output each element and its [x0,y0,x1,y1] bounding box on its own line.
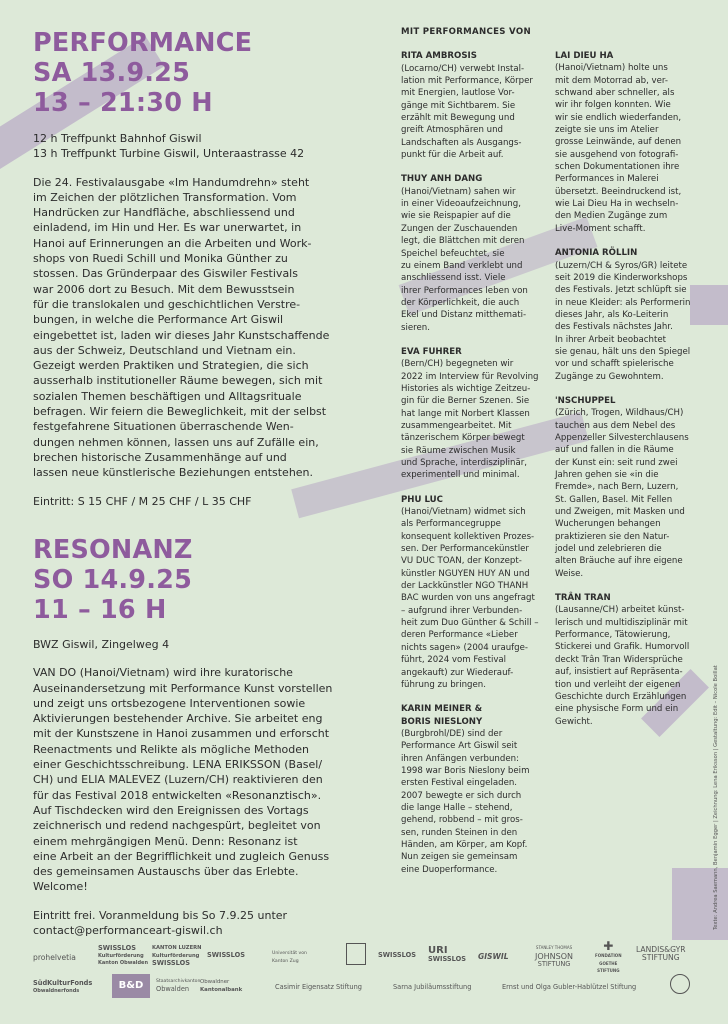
performer-bio-line: deckt Trân Tran Widersprüche [555,654,683,665]
performer-bio-line: Wucherungen behangen [555,519,661,530]
performer-bio-line: Fremde», nach Bern, Luzern, [555,482,679,493]
performer-bio-line: sie ausgehend von fotografi- [555,149,679,160]
body-line: zeichnerisch und redend nachgespürt, begleitet von [33,819,321,833]
body-line: VAN DO (Hanoi/Vietnam) wird ihre kuratorische [33,666,293,680]
performer-bio-line: (Hanoi/Vietnam) holte uns [555,63,668,74]
cultural-seal-icon [346,943,366,965]
performer-bio-line: (Hanoi/Vietnam) widmet sich [401,507,526,518]
performer-bio-line: schen Dokumentationen ihre [555,162,680,173]
logo-staatsarchiv-obwalden: Staatsarchivkanton Obwalden [156,979,201,993]
performer-bio-line: in einer Videoaufzeichnung, [401,199,521,210]
logo-goethe-stiftung: ✚ FONDATION GOETHE STIFTUNG [595,939,622,973]
performer-bio-line: Zugänge zu Gewohntem. [555,371,664,382]
body-line: lassen neue künstlerische Beziehungen entstehen. [33,466,314,480]
body-line: bungen, in welche die Performance Art Giswil [33,313,284,327]
logo-bd: B&D [112,974,150,998]
performer-bio-line: Gewicht. [555,716,593,727]
performer-entry [401,703,551,876]
performer-bio-line: eine Duoperformance. [401,864,498,875]
performer-bio-line: zeigte sie uns im Atelier [555,125,659,136]
performer-bio-line: der Lackkünstler NGO THANH [401,581,529,592]
body-line: für die translokalen und geschichtlichen Verstre- [33,297,301,311]
credits: Texte: Andrea Saemann, Benjamin Egger | Zeichnung: Lena Eriksson | Gestaltung: Edit – Nicole Boillat [713,665,719,930]
performance-body [33,175,378,481]
logo-sarna: Sarna Jubiläumsstiftung [393,983,472,991]
performer-name: LAI DIEU HA [555,51,614,61]
performer-bio-line: Jahren gehen sie «in die [555,470,659,480]
performer-bio-line: führung zu bringen. [401,679,486,690]
logo-uri: URI SWISSLOS [428,945,466,963]
body-line: Auf Tischdecken wird den Ereignissen des Vortags [33,803,309,817]
logo-obwaldner-kantonalbank: Obwaldner Kantonalbank [200,979,243,993]
performer-bio-line: hat lange mit Norbert Klassen [401,408,530,419]
performer-bio-line: seit 2019 die Kinderworkshops [555,272,688,283]
performer-bio-line: die lange Halle – stehend, [401,802,513,813]
body-line: ausserhalb institutioneller Räume bewegen, sich mit [33,374,323,388]
performer-bio-line: schwand aber schneller, als [555,88,675,99]
performer-name: RITA AMBROSIS [401,51,477,62]
performer-bio-line: Appenzeller Silvesterchlausens [555,432,689,443]
performer-bio-line: tion und verleiht der eigenen [555,679,681,690]
performer-bio-line: grosse Leinwände, auf denen [555,137,682,148]
performer-bio-line: eine physische Form und ein [555,704,679,715]
meeting-line: 12 h Treffpunkt Bahnhof Giswil [33,132,202,145]
resonanz-entry-line: Eintritt frei. Voranmeldung bis So 7.9.25 unter [33,908,288,922]
body-line: eine Arbeit an der Begrifflichkeit und zugleich Genuss [33,849,330,863]
performer-bio-line: (Lausanne/CH) arbeitet künst- [555,605,685,616]
performer-bio-line: der Kunst ein: seit rund zwei [555,457,678,468]
performer-bio-line: auf, insistiert auf Repräsenta- [555,667,683,678]
performance-date: SA 13.9.25 [33,58,191,88]
performer-bio-line: – aufgrund ihrer Verbunden- [401,605,523,616]
decor-block-2 [672,868,728,940]
performer-bio-line: des Festivals nächstes Jahr. [555,322,673,333]
performer-bio-line: sen. Der Performancekünstler [401,544,529,555]
performer-bio-line: mit Energien, lautlose Vor- [401,88,515,99]
logo-swisslos-obwalden: SWISSLOS Kulturförderung Kanton Obwalden [98,944,148,966]
performer-bio-line: Performances in Malerei [555,174,659,185]
performer-bio-line: 1998 war Boris Nieslony beim [401,765,530,776]
performer-bio-line: sen, runden Steinen in den [401,827,518,838]
performance-entry: Eintritt: S 15 CHF / M 25 CHF / L 35 CHF [33,494,252,508]
performer-bio-line: lerisch und multidisziplinär mit [555,617,688,628]
performer-bio-line: VU DUC TOAN, der Konzept- [401,556,522,567]
performer-bio-line: (Hanoi/Vietnam) sahen wir [401,186,516,197]
logo-giswil: GISWIL [478,952,509,961]
performer-bio-line: und Zweigen, mit Masken und [555,507,685,518]
performer-bio-line: Speichel befeuchtet, sie [401,248,505,259]
performer-entry [555,50,705,247]
performer-bio-line: gin für die Berner Szenen. Sie [401,396,530,407]
performer-bio-line: dieses Jahr, als Ko-Leiterin [555,309,669,320]
performer-name: ANTONIA RÖLLIN [555,248,638,259]
body-line: war 2006 dort zu Besuch. Mit dem Bewusstsein [33,282,295,296]
performer-bio-line: Histories als wichtige Zeitzeu- [401,383,531,394]
performer-bio-line: greift Atmosphären und [401,125,503,136]
body-line: einladend, im Hin und Her. Es war unerwartet, in [33,221,302,235]
performer-bio-line: und Sprache, interdisziplinär, [401,458,528,468]
performer-bio-line: gänge mit Sichtbarem. Sie [401,100,516,111]
body-line: sozialen Themen beschäftigen und Alltagsrituale [33,389,302,403]
performers-column-1 [401,26,551,876]
body-line: Gezeigt werden Praktiken und Strategien, die sich [33,359,309,373]
performer-bio-line: heit zum Duo Günther & Schill – [401,618,539,629]
performer-entry [401,50,551,173]
body-line: dungen nehmen können, lassen uns auf Zufälle ein, [33,435,319,449]
body-line: CH) und ELIA MALEVEZ (Luzern/CH) reaktivieren den [33,773,323,787]
performer-bio-line: lation mit Performance, Körper [401,76,533,87]
performer-bio-line: (Luzern/CH & Syros/GR) leitete [555,260,688,271]
body-line: Die 24. Festivalausgabe «Im Handumdrehn» steht [33,175,310,189]
performer-bio-line: Nun zeigen sie gemeinsam [401,852,518,863]
logo-swisslos-2: SWISSLOS [378,951,416,959]
performer-bio-line: Performance Art Giswil seit [401,741,518,752]
performer-bio-line: 2007 bewegte er sich durch [401,790,522,801]
performer-name: THUY ANH DANG [401,174,483,185]
logo-landis-gyr: LANDIS&GYR STIFTUNG [636,945,686,962]
performance-title: PERFORMANCE [33,28,253,58]
performer-bio-line: den Medien Zugänge zum [555,211,668,222]
performer-entry [555,247,705,395]
performer-bio-line: zusammengearbeitet. Mit [401,420,512,431]
performer-bio-line: St. Gallen, Basel. Mit Fellen [555,494,673,505]
performer-bio-line: wir sie endlich wiederfanden, [555,112,682,123]
logo-johnson-stiftung: STANLEY THOMAS JOHNSON STIFTUNG [535,945,574,968]
body-line: Welcome! [33,880,88,894]
performer-entry [555,395,705,592]
body-line: befragen. Wir feiern die Beweglichkeit, mit der selbst [33,405,327,419]
performer-bio-line: vor und schafft spielerische [555,359,674,370]
performer-bio-line: angekauft) zur Wiederauf- [401,667,514,678]
resonanz-title: RESONANZ [33,535,193,565]
performer-bio-line: experimentell und minimal. [401,470,520,481]
cross-icon: ✚ [603,939,614,953]
performer-bio-line: wir ihr folgen konnten. Wie [555,100,671,111]
performer-bio-line: Zungen der Zuschauenden [401,223,518,234]
performer-bio-line: des Festivals. Jetzt schlüpft sie [555,285,687,296]
performer-name: EVA FUHRER [401,346,462,357]
body-line: stossen. Das Gründerpaar des Giswiler Festivals [33,267,298,281]
body-line: einer Geschichtsschreibung. LENA ERIKSSON (Basel/ [33,758,323,772]
performer-bio-line: Stickerei und Grafik. Humorvoll [555,642,690,653]
body-line: festgefahrene Situationen überraschende Wen- [33,420,294,434]
performer-name: KARIN MEINER & [401,704,483,715]
performance-section [33,28,378,509]
performer-bio-line: In ihrer Arbeit beobachtet [555,334,667,345]
seal-icon [670,974,690,994]
performer-bio-line: punkt für die Arbeit auf. [401,150,504,161]
body-line: einem mehrgängigen Menü. Denn: Resonanz ist [33,834,298,848]
logo-sudkulturfonds: SüdKulturFonds Obwaldnerfonds [33,979,93,994]
performer-bio-line: Ekel und Distanz mitthemati- [401,310,527,321]
performer-bio-line: tauchen aus dem Nebel des [555,420,676,431]
performer-bio-line: praktizieren sie den Natur- [555,531,670,542]
performer-bio-line: nichts sagen» (2004 uraufge- [401,642,529,653]
logo-gubler: Ernst und Olga Gubler-Hablützel Stiftung [502,983,637,991]
performance-time: 13 – 21:30 H [33,88,213,118]
body-line: Handrücken zur Handfläche, abschliessend und [33,206,295,220]
body-line: eingebettet ist, laden wir dieses Jahr Kunstschaffende [33,328,330,342]
body-line: Reenactments und Relikte als mögliche Methoden [33,742,309,756]
logo-prohelvetia: prohelvetia [33,953,76,962]
performer-bio-line: führt, 2024 vom Festival [401,655,507,666]
performer-bio-line: Performance, Tätowierung, [555,630,671,641]
performer-name: TRÂN TRAN [555,593,611,604]
performer-entry [401,173,551,345]
performer-bio-line: zu einem Band verklebt und [401,260,523,271]
performer-entry [401,494,551,704]
performer-bio-line: konsequent kollektiven Prozes- [401,531,535,542]
performer-bio-line: ihren Anfängen verbunden: [401,753,519,764]
performer-bio-line: anschliessend isst. Viele [401,273,506,284]
performer-bio-line: der Körperlichkeit, die auch [401,297,520,308]
performer-bio-line: sie genau, hält uns den Spiegel [555,346,691,357]
body-line: Aktivierungen bestehender Archive. Sie arbeitet eng [33,712,323,726]
performer-entry [555,592,705,728]
performer-bio-line: sie Räume zwischen Musik [401,445,516,456]
performer-bio-line: Landschaften als Ausgangs- [401,137,522,148]
performer-bio-line: alten Bräuche auf ihre eigene [555,556,683,567]
performer-bio-line: tänzerischem Körper bewegt [401,433,525,444]
logo-zug: Universität von Kanton Zug [272,951,307,964]
performer-bio-line: künstler NGUYEN HUY AN und [401,568,530,579]
performer-bio-line: legt, die Blättchen mit deren [401,236,525,247]
performer-name: PHU LUC [401,494,443,505]
body-line: aus der Schweiz, Deutschland und Vietnam ein. [33,343,296,357]
body-line: mit der Kunstszene in Hanoi zusammen und erforscht [33,727,330,741]
performer-bio-line: Händen, am Körper, am Kopf. [401,839,528,850]
body-line: Hanoi auf Erinnerungen an die Arbeiten und Work- [33,236,312,250]
body-line: für das Festival 2018 entwickelten «Resonanztisch». [33,788,322,802]
body-line: im Zeichen der plötzlichen Transformation. Vom [33,190,297,204]
performer-name: 'NSCHUPPEL [555,395,616,406]
body-line: shops von Ruedi Schill und Monika Günther zu [33,252,288,266]
performer-name: BORIS NIESLONY [401,716,483,727]
performer-bio-line: mit dem Motorrad ab, ver- [555,75,669,86]
body-line: brechen historische Zusammenhänge auf und [33,450,287,464]
performers-column-2 [555,50,705,728]
performer-bio-line: wie sie Reispapier auf die [401,211,511,222]
performer-bio-line: (Zürich, Trogen, Wildhaus/CH) [555,408,684,419]
logo-kanton-luzern: KANTON LUZERN Kulturförderung SWISSLOS [152,945,202,967]
resonanz-location: BWZ Giswil, Zingelweg 4 [33,638,170,651]
performer-bio-line: ersten Festival eingeladen. [401,778,518,789]
body-line: und zeigt uns ortsbezogene Interventionen sowie [33,696,306,710]
performer-bio-line: auf und fallen in die Räume [555,445,674,456]
meeting-line: 13 h Treffpunkt Turbine Giswil, Unteraastrasse 42 [33,147,305,161]
body-line: des gemeinsamen Austauschs über das Erlebte. [33,865,299,879]
performer-bio-line: als Performancegruppe [401,519,501,530]
body-line: Auseinandersetzung mit Performance Kunst vorstellen [33,681,333,695]
performer-bio-line: Live-Moment schafft. [555,223,646,234]
resonanz-contact-email[interactable]: contact@performanceart-giswil.ch [33,924,223,938]
performer-entry [401,346,551,494]
performer-bio-line: gehend, robbend – mit gros- [401,815,523,826]
performer-bio-line: übersetzt. Beeindruckend ist, [555,186,682,197]
performer-bio-line: deren Performance «Lieber [401,630,518,641]
performer-bio-line: wie Lai Dieu Ha in wechseln- [555,199,679,210]
resonanz-section [33,535,378,938]
performer-bio-line: ihrer Performances leben von [401,285,528,296]
performer-bio-line: 2022 im Interview für Revolving [401,371,539,382]
resonanz-body [33,665,378,894]
resonanz-time: 11 – 16 H [33,595,167,625]
performer-bio-line: (Bern/CH) begegneten wir [401,359,514,370]
performer-bio-line: in neue Kleider: als Performerin [555,297,691,308]
performer-bio-line: (Burgbrohl/DE) sind der [401,728,503,739]
performers-title: MIT PERFORMANCES VON [401,27,531,37]
logo-eigensatz: Casimir Eigensatz Stiftung [275,983,362,991]
performer-bio-line: Geschichte durch Erzählungen [555,691,687,702]
resonanz-date: SO 14.9.25 [33,565,193,595]
performer-bio-line: (Locarno/CH) verwebt Instal- [401,63,525,74]
logo-swisslos: SWISSLOS [207,951,245,959]
performer-bio-line: erzählt mit Bewegung und [401,113,515,124]
performer-bio-line: BAC wurden von uns angefragt [401,593,535,604]
performer-bio-line: jodel und zelebrieren die [555,544,662,555]
performer-bio-line: sieren. [401,322,430,333]
performer-bio-line: Weise. [555,568,584,579]
